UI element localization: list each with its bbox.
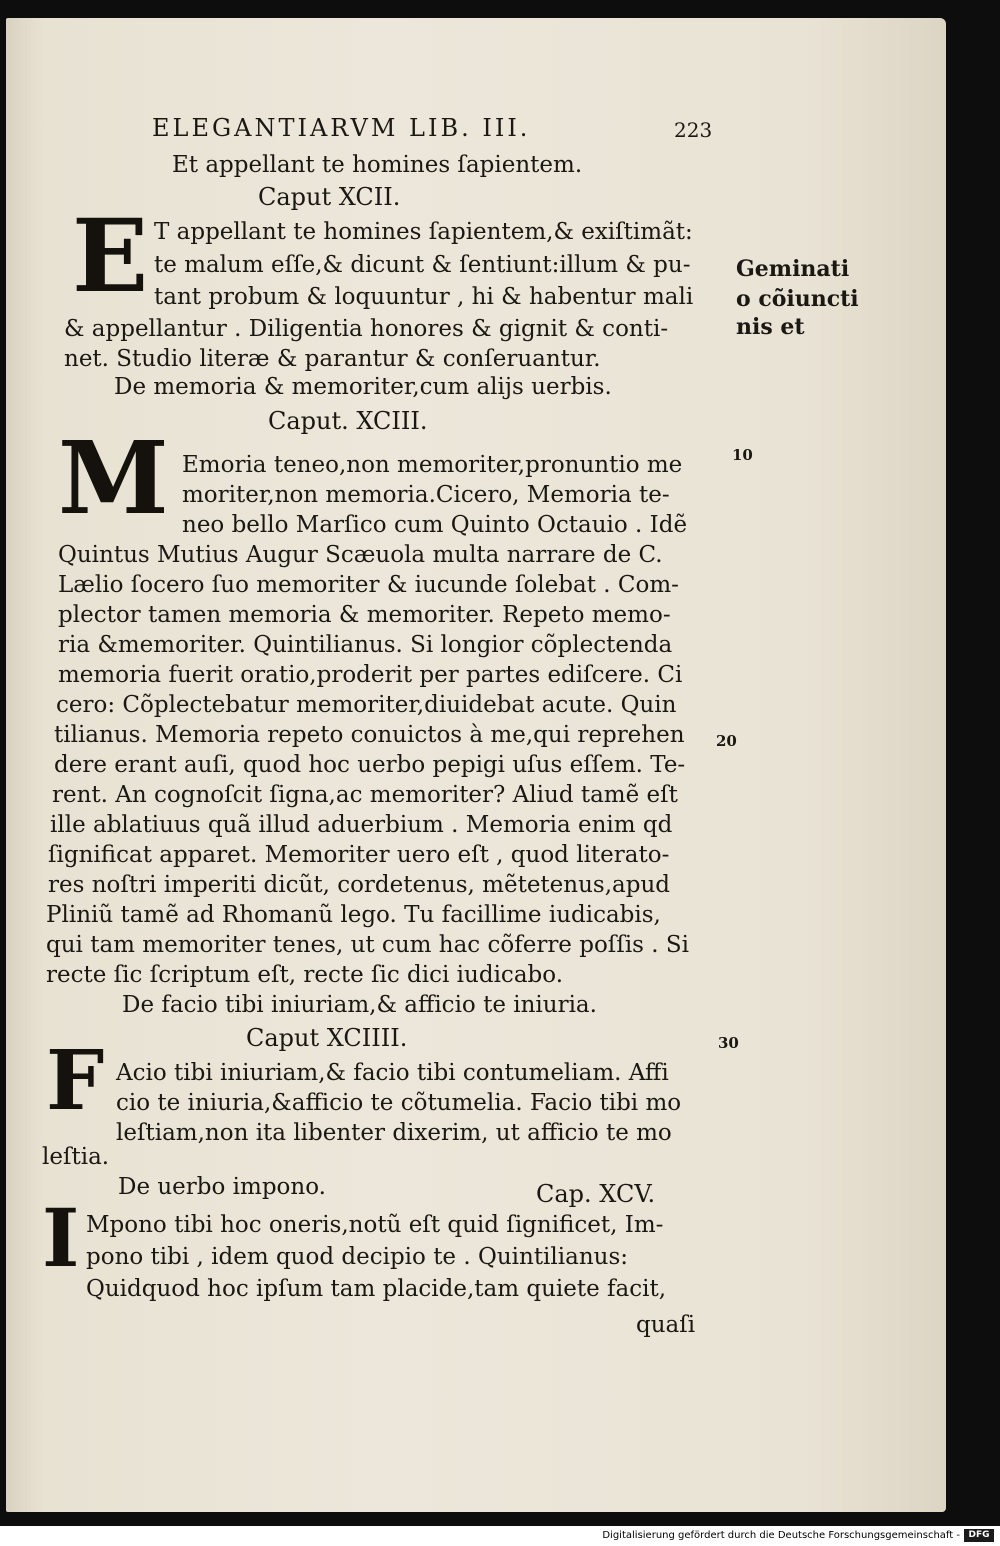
text-line: ille ablatiuus quã illud aduerbium . Memoria enim qd [50,812,673,838]
section-title: De facio tibi iniuriam,& afficio te iniuria. [122,992,597,1018]
dfg-logo: DFG [964,1529,994,1542]
text-line: net. Studio literæ & parantur & conſeruantur. [64,346,601,372]
section-title: De uerbo impono. [118,1174,326,1200]
drop-cap: M [58,419,169,537]
chapter-caption: Cap. XCV. [536,1180,656,1208]
text-line: tilianus. Memoria repeto conuictos à me,qui reprehen [54,722,685,748]
drop-cap: F [46,1033,105,1129]
drop-cap: E [72,197,149,315]
text-line: cio te iniuria,&afficio te cõtumelia. Facio tibi mo [116,1090,682,1116]
text-line: leſtiam,non ita libenter dixerim, ut afficio te mo [116,1120,672,1146]
text-line: & appellantur . Diligentia honores & gignit & conti- [64,316,669,342]
chapter-caption: Caput XCII. [258,183,401,211]
chapter-caption: Caput. XCIII. [268,407,428,435]
marginal-note: o cõiuncti [736,286,859,312]
text-line: dere erant auſi, quod hoc uerbo pepigi uſus eſſem. Te- [54,752,686,778]
text-line: Mpono tibi hoc oneris,notũ eſt quid ſignificet, Im- [86,1212,664,1238]
text-line: qui tam memoriter tenes, ut cum hac cõferre poſſis . Si [46,932,690,958]
text-line: ria &memoriter. Quintilianus. Si longior cõplectenda [58,632,673,658]
text-line: moriter,non memoria.Cicero, Memoria te- [182,482,670,508]
line-number: 20 [716,732,737,750]
text-line: memoria fuerit oratio,proderit per partes ediſcere. Ci [58,662,683,688]
text-line: neo bello Marſico cum Quinto Octauio . Idẽ [182,512,688,538]
text-line: recte ſic ſcriptum eſt, recte ſic dici iudicabo. [46,962,564,988]
text-line: te malum eſſe,& dicunt & ſentiunt:illum & pu- [154,252,691,278]
book-page [6,18,946,1512]
footer-bar [0,1526,1000,1546]
text-line: leſtia. [42,1144,110,1170]
section-title: De memoria & memoriter,cum alijs uerbis. [114,374,612,400]
text-line: Emoria teneo,non memoriter,pronuntio me [182,452,683,478]
text-line: Acio tibi iniuriam,& facio tibi contumeliam. Affi [116,1060,669,1086]
catchword: quaſi [636,1312,696,1338]
section-title: Et appellant te homines ſapientem. [172,152,583,178]
text-line: Lælio ſocero ſuo memoriter & iucunde ſolebat . Com- [58,572,679,598]
text-line: rent. An cognoſcit ſigna,ac memoriter? Aliud tamẽ eſt [52,782,678,808]
text-line: Quidquod hoc ipſum tam placide,tam quiete facit, [86,1276,667,1302]
text-line: pono tibi , idem quod decipio te . Quintilianus: [86,1244,629,1270]
drop-cap: I [42,1191,80,1285]
marginal-note: Geminati [736,256,850,282]
funding-credit: Digitalisierung gefördert durch die Deutsche Forschungsgemeinschaft - [602,1530,960,1541]
marginal-note: nis et [736,314,805,340]
line-number: 30 [718,1034,739,1052]
line-number: 10 [732,446,753,464]
text-line: tant probum & loquuntur , hi & habentur mali [154,284,694,310]
text-line: T appellant te homines ſapientem,& exiſtimãt: [154,219,693,245]
text-line: cero: Cõplectebatur memoriter,diuidebat acute. Quin [56,692,677,718]
text-line: ſignificat apparet. Memoriter uero eſt , quod literato- [48,842,670,868]
running-title: ELEGANTIARVM LIB. III. [152,114,531,142]
text-line: res noſtri imperiti dicũt, cordetenus, mẽtetenus,apud [48,872,670,898]
text-line: Quintus Mutius Augur Scæuola multa narrare de C. [58,542,663,568]
text-line: Pliniũ tamẽ ad Rhomanũ lego. Tu facillime iudicabis, [46,902,661,928]
text-line: plector tamen memoria & memoriter. Repeto memo- [58,602,671,628]
chapter-caption: Caput XCIIII. [246,1024,408,1052]
page-number: 223 [674,118,713,142]
